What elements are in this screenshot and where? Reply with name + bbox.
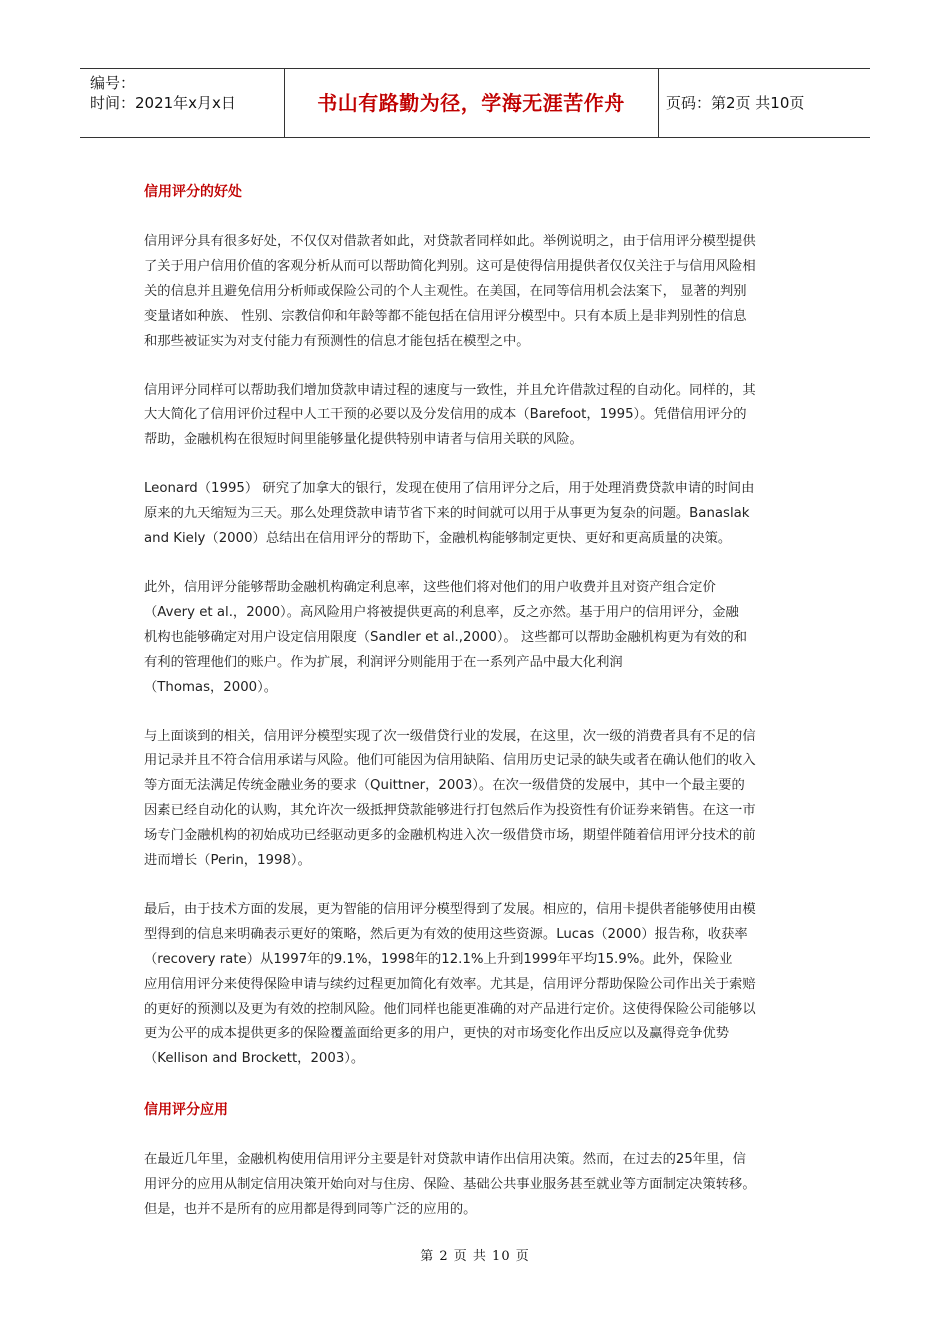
- document-number-label: 编号：: [90, 74, 136, 92]
- paragraph: 信用评分具有很多好处，不仅仅对借款者如此，对贷款者同样如此。举例说明之，由于信用评分模型提供 了关于用户信用价值的客观分析从而可以帮助简化判别。这可是使得信用提供者仅仅关注于与信用风险相 关的信息并且避免信用分析师或保险公司的个人主观性。在美国，在同等信用机会法案下， 显著的判别 变量诸如种族、 性别、宗教信仰和年龄等都不能包括在信用评分模型中。只有本质上是非判别性的信息 和那些被证实为对支付能力有预测性的信息才能包括在模型之中。: [144, 234, 756, 349]
- paragraph: 此外，信用评分能够帮助金融机构确定利息率，这些他们将对他们的用户收费并且对资产组合定价 （Avery et al.，2000）。高风险用户将被提供更高的利息率，反之亦然。基于用户的信用评分，金融 机构也能够确定对用户设定信用限度（Sandler et al.,2000）。 这些都可以帮助金融机构更为有效的和 有利的管理他们的账户。作为扩展，利润评分则能用于在一系列产品中最大化利润 （Thomas，2000）。: [144, 579, 748, 695]
- paragraph: 最后，由于技术方面的发展，更为智能的信用评分模型得到了发展。相应的，信用卡提供者能够使用由模 型得到的信息来明确表示更好的策略，然后更为有效的使用这些资源。Lucas（2000）报告称，收获率 （recovery rate）从1997年的9.1%，1998年的12.1%上升到1999年平均15.9%。此外，保险业 应用信用评分来使得保险申请与续约过程更加简化有效率。尤其是，信用评分帮助保险公司作出关于索赔 的更好的预测以及更为有效的控制风险。他们同样也能更准确的对产品进行定价。这使得保险公司能够以 更为公平的成本提供更多的保险覆盖面给更多的用户，更快的对市场变化作出反应以及赢得竞争优势 （Kellison and Brockett，2003）。: [144, 901, 756, 1067]
- section-heading: 信用评分应用: [144, 1102, 228, 1119]
- paragraph: 信用评分同样可以帮助我们增加贷款申请过程的速度与一致性，并且允许借款过程的自动化。同样的，其 大大简化了信用评价过程中人工干预的必要以及分发信用的成本（Barefoot，1995）。凭借信用评分的 帮助，金融机构在很短时间里能够量化提供特别申请者与信用关联的风险。: [144, 382, 756, 448]
- paragraph: Leonard（1995） 研究了加拿大的银行，发现在使用了信用评分之后，用于处理消费贷款申请的时间由 原来的九天缩短为三天。那么处理贷款申请节省下来的时间就可以用于从事更为复杂的问题。Banaslak and Kiely（2000）总结出在信用评分的帮助下，金融机构能够制定更快、更好和更高质量的决策。: [144, 481, 755, 547]
- section-heading: 信用评分的好处: [144, 184, 242, 200]
- page-header: [80, 68, 870, 138]
- page-footer: 第 2 页 共 10 页: [420, 1249, 530, 1264]
- document-date: 时间：2021年x月x日: [90, 94, 236, 112]
- header-page-info: 页码：第2页 共10页: [666, 94, 805, 112]
- paragraph: 与上面谈到的相关，信用评分模型实现了次一级借贷行业的发展，在这里，次一级的消费者具有不足的信 用记录并且不符合信用承诺与风险。他们可能因为信用缺陷、信用历史记录的缺失或者在确认他们的收入 等方面无法满足传统金融业务的要求（Quittner，2003）。在次一级借贷的发展中，其中一个最主要的 因素已经自动化的认购，其允许次一级抵押贷款能够进行打包然后作为投资性有价证券来销售。在这一市 场专门金融机构的初始成功已经驱动更多的金融机构进入次一级借贷市场，期望伴随着信用评分技术的前 进而增长（Perin，1998）。: [144, 728, 756, 869]
- header-motto: 书山有路勤为径，学海无涯苦作舟: [317, 91, 625, 115]
- document-body: [144, 178, 807, 1223]
- header-page-cell: [658, 69, 870, 137]
- header-meta-cell: [80, 69, 285, 137]
- header-motto-cell: [284, 69, 659, 137]
- paragraph: 在最近几年里，金融机构使用信用评分主要是针对贷款申请作出信用决策。然而，在过去的25年里，信 用评分的应用从制定信用决策开始向对与住房、保险、基础公共事业服务甚至就业等方面制定决策转移。 但是，也并不是所有的应用都是得到同等广泛的应用的。: [144, 1152, 756, 1218]
